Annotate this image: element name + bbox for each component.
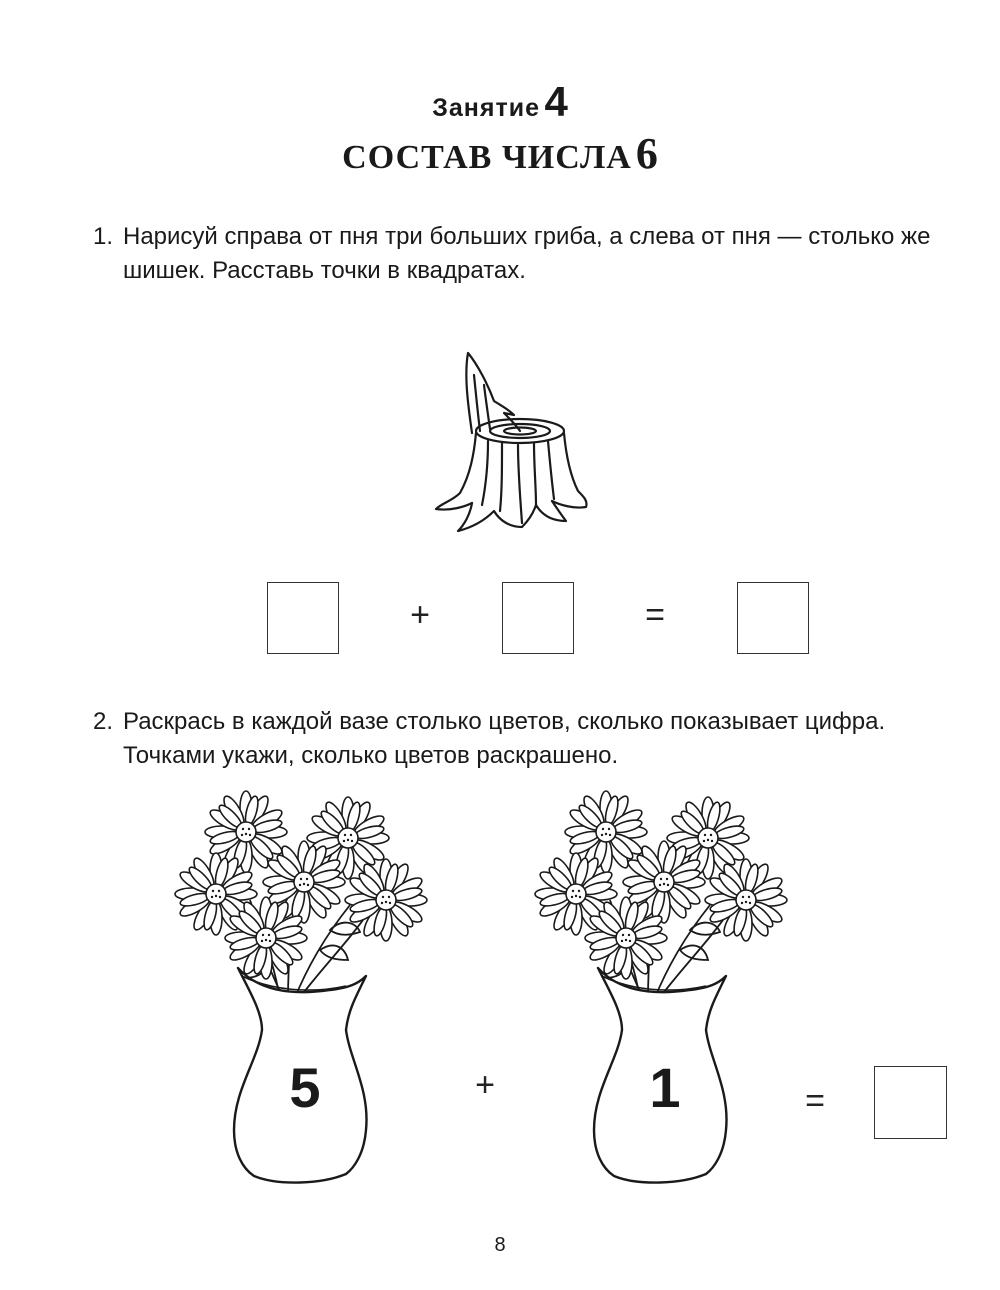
task-2-line-2: Точками укажи, сколько цветов раскрашено. <box>123 742 619 769</box>
answer-box-2[interactable] <box>502 582 574 654</box>
task-2-number: 2. <box>93 708 114 735</box>
task-1-number: 1. <box>93 223 114 250</box>
vase-right-number: 1 <box>649 1056 681 1119</box>
lesson-number: 4 <box>544 78 568 125</box>
answer-box-4[interactable] <box>874 1066 947 1139</box>
tree-stump-icon <box>430 345 590 545</box>
title-number: 6 <box>635 129 658 178</box>
lesson-word: Занятие <box>432 94 540 122</box>
task-2-line-1: Раскрась в каждой вазе столько цветов, сколько показывает цифра. <box>123 708 886 735</box>
task-2-text <box>93 705 973 775</box>
answer-box-1[interactable] <box>267 582 339 654</box>
flower-vase-icon <box>170 790 440 1190</box>
equals-sign-2: = <box>805 1082 825 1120</box>
page-title <box>0 128 1000 179</box>
vase-left-number: 5 <box>289 1056 321 1119</box>
equals-sign: = <box>645 596 665 634</box>
page-number: 8 <box>494 1234 506 1256</box>
plus-sign-2: + <box>475 1066 495 1104</box>
plus-sign: + <box>410 596 430 634</box>
flower-vase-icon-right <box>530 790 800 1190</box>
task-1-line-2: шишек. Расставь точки в квадратах. <box>123 257 526 284</box>
task-1-line-1: Нарисуй справа от пня три больших гриба, а слева от пня — столько же <box>123 223 931 250</box>
lesson-heading <box>0 78 1000 126</box>
task-1-text <box>93 220 973 290</box>
title-word: СОСТАВ ЧИСЛА <box>342 139 632 176</box>
answer-box-3[interactable] <box>737 582 809 654</box>
